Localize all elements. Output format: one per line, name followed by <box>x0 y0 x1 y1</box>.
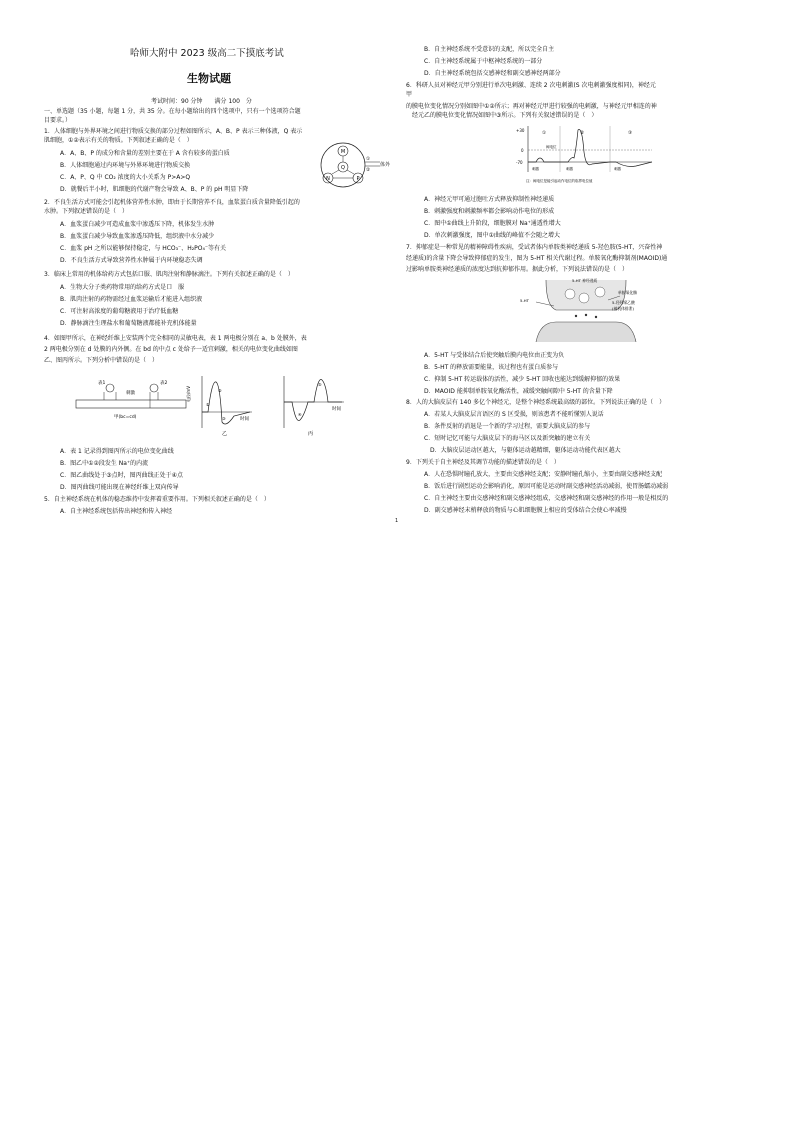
stim-2-label: 刺激 <box>566 167 573 171</box>
q6-potential-graph <box>516 122 656 188</box>
q6-option-d: D．单次刺激强度，图中①曲线的峰值不会随之增大 <box>424 232 560 239</box>
q4-option-b: B．图乙中①②段发生 Na⁺的内流 <box>60 460 149 467</box>
q3-option-d: D．静脉滴注生理盐水和葡萄糖液都能补充机体能量 <box>60 320 197 327</box>
q5-option-c: C．自主神经系统属于中枢神经系统的一部分 <box>424 58 543 65</box>
q4-stem-1: 4．如图甲所示，在神经纤维上安装两个完全相同的灵敏电表，表 1 两电极分别在 a、b 处膜外，表 <box>44 335 307 342</box>
stim-1-label: 刺激 <box>532 167 539 171</box>
q1-body-fluid-diagram <box>310 140 392 190</box>
stim-3-label: 刺激 <box>614 167 621 171</box>
q7-option-d: D．MAOID 能抑制单胺氧化酶活性，减缓突触间隙中 5-HT 的含量下降 <box>424 388 613 395</box>
label-pt4: ④ <box>298 412 302 417</box>
q9-option-a: A．人在恐惧时瞳孔放大，主要由交感神经支配；安静时瞳孔缩小，主要由副交感神经支配 <box>424 471 663 478</box>
q2-option-c: C．血浆 pH 之所以能够保持稳定，与 HCO₃⁻、H₂PO₄⁻等有关 <box>60 245 227 252</box>
tick-plus30: +30 <box>516 128 525 133</box>
page-number: 1 <box>395 518 399 524</box>
label-fig-a: 甲(bc=cd) <box>114 415 137 420</box>
label-meter2: 表2 <box>160 381 168 386</box>
threshold-label: 阈电位 <box>546 145 557 149</box>
q1-stem-1: 1．人体细胞与外界环境之间进行物质交换的部分过程如图所示，A、B、P 表示三种体液，Q 表示 <box>44 128 303 135</box>
q3-option-b: B．肌肉注射的药物需经过血浆运输后才能进入组织液 <box>60 296 203 303</box>
q3-option-c: C．可注射高浓度的葡萄糖液用于治疗低血糖 <box>60 308 179 315</box>
label-voltage-b: 电位/mV <box>186 386 191 402</box>
tick-minus70: -70 <box>516 160 523 165</box>
curve-3-label: ③ <box>628 131 633 136</box>
q2-option-d: D．不良生活方式导致营养性水肿属于内环境稳态失调 <box>60 257 203 264</box>
q4-option-d: D．图丙曲线可能出现在神经纤维上双向传导 <box>60 484 179 491</box>
q8-option-a: A．若某人大脑皮层言语区的 S 区受损，则该患者不能听懂别人说话 <box>424 411 604 418</box>
q6-stem-4: 经元乙的膜电位变化情况如图中③所示。下列有关叙述错误的是（ ） <box>406 112 598 119</box>
label-n: N <box>326 176 330 182</box>
q7-option-a: A．5-HT 与受体结合后使突触后膜内电位由正变为负 <box>424 352 565 359</box>
label-meter1: 表1 <box>98 381 106 386</box>
q8-option-c: C．短时记忆可能与大脑皮层下的海马区以及新突触的建立有关 <box>424 435 591 442</box>
label-time-c: 时间 <box>332 407 341 412</box>
q4-option-a: A．表 1 记录得到图丙所示的电位变化曲线 <box>60 448 174 455</box>
q9-option-b: B．饭后进行剧烈运动会影响消化，原因可能是运动时副交感神经活动减弱，使胃肠蠕动减弱 <box>424 483 669 490</box>
label-m: M <box>340 149 346 155</box>
curve-1-label: ① <box>542 131 547 136</box>
q4-stem-3: 乙、图丙所示。下列分析中错误的是（ ） <box>44 357 159 364</box>
label-pt1: ① <box>206 402 210 407</box>
q7-option-c: C．抑制 5-HT 转运载体的活性，减少 5-HT 回收也能达到缓解抑郁的效果 <box>424 376 621 383</box>
q5-option-b: B．自主神经系统不受意识的支配，所以完全自主 <box>424 46 555 53</box>
section-heading-cont: 目要求。） <box>44 117 72 124</box>
q2-stem-2: 水肿。下列叙述错误的是（ ） <box>44 208 129 215</box>
q9-option-c: C．自主神经主要由交感神经和副交感神经组成，交感神经和副交感神经的作用一般是相反的 <box>424 495 669 502</box>
q8-option-b: B．条件反射的消退是一个新的学习过程，需要大脑皮层的参与 <box>424 423 591 430</box>
label-pt3: ③ <box>222 416 226 421</box>
label-5ht-transmitter: 5-HT 神经递质 <box>572 278 598 283</box>
q7-synapse-diagram <box>516 276 656 346</box>
q9-option-d: D．副交感神经末梢释放的物质与心肌细胞膜上相应的受体结合会使心率减慢 <box>424 507 627 514</box>
label-p: P <box>356 176 360 182</box>
q8-stem: 8．人的大脑皮层有 140 多亿个神经元，是整个神经系统最高级的部位。下列说法正确的是（ ） <box>406 399 666 406</box>
label-mao: 单胺氧化酶 <box>618 290 637 295</box>
q3-option-a: A．生物大分子类药物常用的给药方式是口 服 <box>60 284 185 291</box>
q1-option-b: B．人体细胞通过内环境与外界环境进行物质交换 <box>60 162 191 169</box>
q7-option-b: B．5-HT 的释放需要能量，该过程也有蛋白质参与 <box>424 364 559 371</box>
section-heading: 一、单选题（35 小题，每题 1 分，共 35 分。在每小题给出的四个选项中，只有一个选项符合题 <box>44 108 301 115</box>
label-1: ① <box>366 157 371 162</box>
graph-caption: 注：阈电位是能引起动作电位的临界电位值 <box>526 179 593 183</box>
label-fig-c: 丙 <box>308 431 314 437</box>
q1-stem-2: 肌细胞，①②表示有关的物质。下列叙述正确的是（ ） <box>44 137 193 144</box>
exam-title: 哈师大附中 2023 级高二下摸底考试 <box>130 48 284 59</box>
q6-stem-2: 甲 <box>406 91 413 98</box>
q4-stem-2: 2 两电极分别在 d 处膜的内外侧。在 bd 的中点 c 处给予一适宜刺激，相关的电位变化曲线如图 <box>44 346 298 353</box>
q6-stem-3: 的膜电位变化情况分别如图中①②所示；再对神经元甲进行较强的电刺激，与神经元甲相连的神 <box>406 103 657 110</box>
label-outside: 体外 <box>380 162 391 168</box>
q6-stem-1: 6．科研人员对神经元甲分别进行单次电刺激、连续 2 次电刺激(S 次电刺激强度相同)，神经元 <box>406 82 656 89</box>
q5-option-d: D．自主神经系统包括交感神经和副交感神经两部分 <box>424 70 561 77</box>
q3-stem: 3．临床上常用的机体给药方式包括口服、肌肉注射和静脉滴注。下列有关叙述正确的是（ ） <box>44 271 294 278</box>
label-2: ② <box>366 168 371 173</box>
q1-option-d: D．就餐后半小时，肌细胞的代谢产物会导致 A、B、P 的 pH 明显下降 <box>60 186 249 193</box>
curve-2-label: ② <box>580 131 585 136</box>
q1-option-a: A．A、B、P 的成分和含量的差别主要在于 A 含有较多的蛋白质 <box>60 150 230 157</box>
exam-info: 考试时间：90 分钟 满分 100 分 <box>151 98 252 105</box>
q4-nerve-figure <box>62 372 352 438</box>
label-5ht: 5-HT <box>520 298 529 303</box>
q6-option-b: B．刺激强度和刺激频率都会影响动作电位的形成 <box>424 208 555 215</box>
subject-title: 生物试题 <box>187 72 231 85</box>
q7-stem-2: 经递质)的含量下降会导致抑郁症的发生，图为 5-HT 相关代谢过程。单胺氧化酶抑制剂(MAOID)通 <box>406 255 668 262</box>
label-fig-b: 乙 <box>222 431 228 437</box>
q5-option-a: A．自主神经系统包括传出神经和传入神经 <box>60 508 173 515</box>
q6-option-c: C．图中①曲线上升阶段，细胞膜对 Na⁺通透性增大 <box>424 220 561 227</box>
q6-option-a: A．神经元甲可通过胞吐方式释放抑制性神经递质 <box>424 196 555 203</box>
q2-option-b: B．血浆蛋白减少导致血浆渗透压降低，组织液中水分减少 <box>60 233 215 240</box>
q7-stem-1: 7．抑郁症是一种常见的精神障碍性疾病，受试者体内单胺类神经递质 5-羟色胺(5-HT，兴奋性神 <box>406 244 663 251</box>
label-stimulus: 刺激 <box>126 391 135 396</box>
q7-stem-3: 过影响单胺类神经递质的浓度达到抗抑郁作用。据此分析，下列说法错误的是（ ） <box>406 266 629 273</box>
label-time-b: 时间 <box>240 417 249 422</box>
q2-option-a: A．血浆蛋白减少可造成血浆中渗透压下降，机体发生水肿 <box>60 221 215 228</box>
q2-stem-1: 2．不良生活方式可能会引起机体营养性水肿，即由于长期营养不良，血浆蛋白质含量降低引起的 <box>44 199 300 206</box>
label-excreted: (被机体排泄) <box>612 306 634 311</box>
q1-option-c: C．A、P、Q 中 CO₂ 浓度的大小关系为 P>A>Q <box>60 174 191 181</box>
tick-zero: 0 <box>521 148 524 153</box>
label-pt2: ② <box>218 388 222 393</box>
q8-option-d: D．大脑皮层运动区越大，与躯体运动越精细，躯体运动功能代表区越大 <box>424 447 621 454</box>
label-5hiaa: 5-羟吲哚乙酸 <box>612 300 635 305</box>
q4-option-c: C．图乙曲线处于③点时，图丙曲线正处于④点 <box>60 472 183 479</box>
label-q: Q <box>341 165 345 171</box>
q9-stem: 9．下列关于自主神经及其调节功能的描述错误的是（ ） <box>406 459 560 466</box>
q5-stem: 5．自主神经系统在机体的稳态维持中发挥着重要作用。下列相关叙述正确的是（ ） <box>44 496 270 503</box>
label-pt5: ⑤ <box>318 382 322 387</box>
